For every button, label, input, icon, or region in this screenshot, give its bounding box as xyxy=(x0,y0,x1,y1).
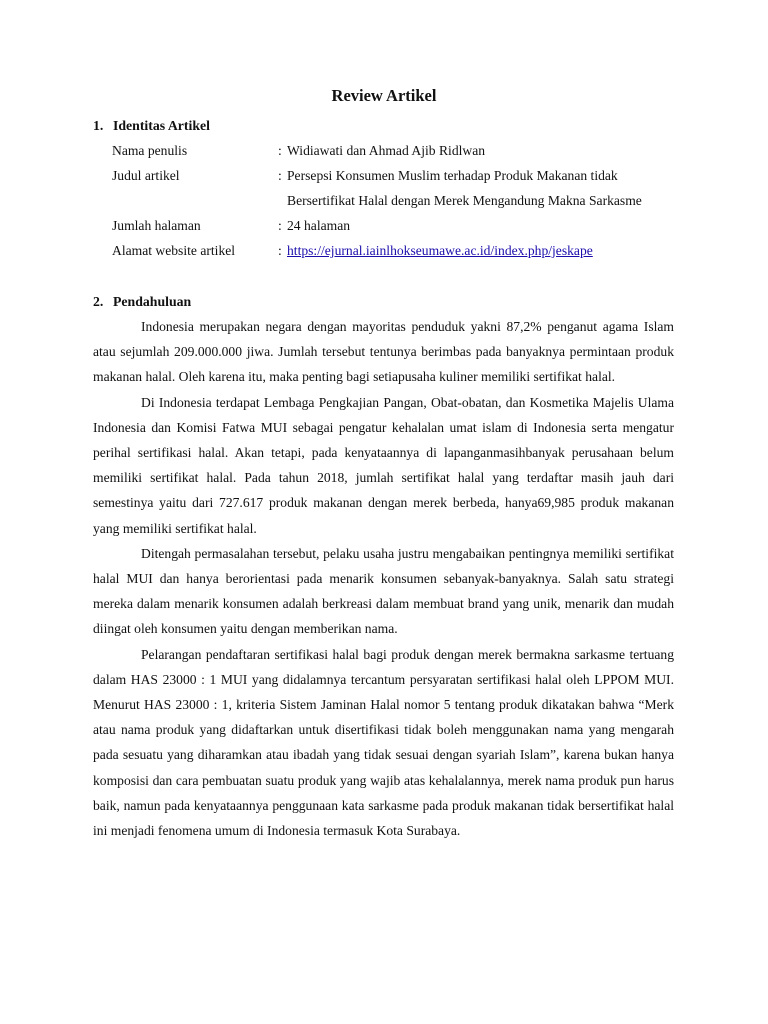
paragraph: Indonesia merupakan negara dengan mayoritas penduduk yakni 87,2% penganut agama Islam atau sejumlah 209.000.000 jiwa. Jumlah tersebut tentunya berimbas pada banyaknya permintaan produk makanan halal. Oleh karena itu, maka penting bagi setiapusaha kuliner memiliki sertifikat halal. xyxy=(93,319,674,385)
meta-value-container xyxy=(287,238,677,263)
section-number: 1. xyxy=(93,118,104,133)
meta-value: Persepsi Konsumen Muslim terhadap Produk Makanan tidak Bersertifikat Halal dengan Merek Mengandung Makna Sarkasme xyxy=(287,168,642,208)
section-heading-pendahuluan xyxy=(93,289,191,314)
meta-colon: : xyxy=(278,218,282,233)
section-number: 2. xyxy=(93,294,104,309)
meta-label: Jumlah halaman xyxy=(112,218,201,233)
meta-value: Widiawati dan Ahmad Ajib Ridlwan xyxy=(287,143,486,158)
article-identity-table xyxy=(112,138,677,263)
meta-colon: : xyxy=(278,168,282,183)
meta-colon: : xyxy=(278,143,282,158)
section-title: Identitas Artikel xyxy=(113,118,210,133)
meta-label: Alamat website artikel xyxy=(112,243,236,258)
meta-row-website xyxy=(112,238,677,263)
paragraph: Di Indonesia terdapat Lembaga Pengkajian Pangan, Obat-obatan, dan Kosmetika Majelis Ulama Indonesia dan Komisi Fatwa MUI sebagai pengatur kehalalan umat islam di Indonesia serta mengatur perihal sertifikasi halal. Akan tetapi, pada kenyataannya di lapanganmasihbanyak perusahaan belum memiliki sertifikat halal. Pada tahun 2018, jumlah sertifikat halal yang terdaftar masih jauh dari semestinya yaitu dari 727.617 produk makanan dengan merek berbeda, hanya69,985 produk makanan yang memiliki sertifikat halal. xyxy=(93,394,674,536)
meta-label: Judul artikel xyxy=(112,168,180,183)
paragraph: Ditengah permasalahan tersebut, pelaku usaha justru mengabaikan pentingnya memiliki sertifikat halal MUI dan hanya berorientasi pada menarik konsumen sebanyak-banyaknya. Salah satu strategi mereka dalam menarik konsumen adalah berkreasi dalam membuat brand yang unik, menarik dan mudah diingat oleh konsumen yaitu dengan memberikan nama. xyxy=(93,545,674,637)
meta-row-pages xyxy=(112,213,677,238)
meta-label: Nama penulis xyxy=(112,143,188,158)
meta-value: 24 halaman xyxy=(287,218,351,233)
website-link[interactable]: https://ejurnal.iainlhokseumawe.ac.id/index.php/jeskape xyxy=(287,243,593,258)
document-title: Review Artikel xyxy=(331,86,437,105)
meta-colon: : xyxy=(278,243,282,258)
introduction-body xyxy=(93,314,674,843)
section-heading-identitas xyxy=(93,113,210,138)
meta-row-author xyxy=(112,138,677,163)
paragraph: Pelarangan pendaftaran sertifikasi halal bagi produk dengan merek bermakna sarkasme tertuang dalam HAS 23000 : 1 MUI yang didalamnya tercantum persyaratan sertifikasi halal oleh LPPOM MUI. Menurut HAS 23000 : 1, kriteria Sistem Jaminan Halal nomor 5 tentang produk dikatakan bahwa “Merk atau nama produk yang didaftarkan untuk disertifikasi tidak boleh menggunakan nama yang mengarah pada sesuatu yang diharamkan atau ibadah yang tidak sesuai dengan syariah Islam”, karena bukan hanya komposisi dan cara pembuatan suatu produk yang wajib atas kehalalannya, merek nama produk pun harus baik, namun pada kenyataannya penggunaan kata sarkasme pada produk makanan tidak bersertifikat halal ini menjadi fenomena umum di Indonesia termasuk Kota Surabaya. xyxy=(93,646,674,839)
meta-row-title xyxy=(112,163,677,213)
section-title: Pendahuluan xyxy=(113,294,192,309)
